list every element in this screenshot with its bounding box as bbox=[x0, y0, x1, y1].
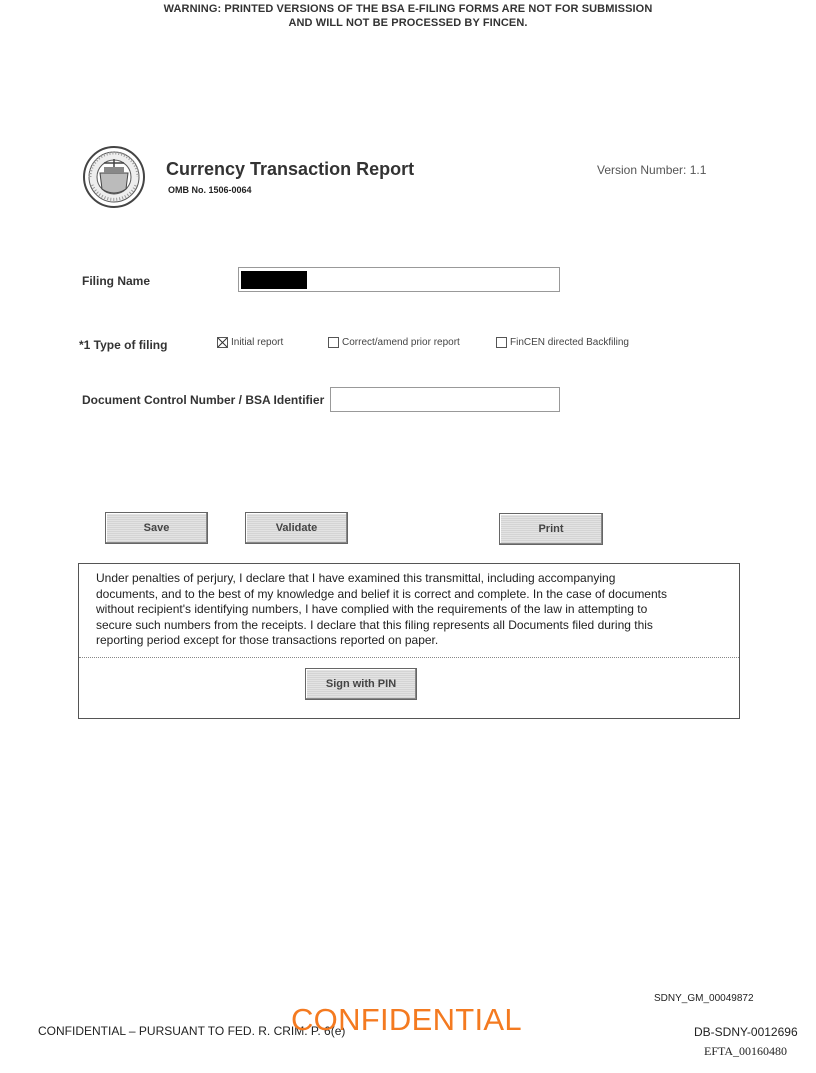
save-button[interactable]: Save bbox=[105, 512, 208, 544]
declaration-text bbox=[96, 571, 726, 649]
db-sdny-number: DB-SDNY-0012696 bbox=[694, 1025, 798, 1039]
efta-number: EFTA_00160480 bbox=[704, 1044, 788, 1058]
confidential-notice: CONFIDENTIAL – PURSUANT TO FED. R. CRIM. P. 6(e) bbox=[38, 1024, 346, 1038]
option-initial-report[interactable] bbox=[217, 337, 283, 348]
declaration-line: without recipient's identifying numbers, I have complied with the requirements of the law in attempting to bbox=[96, 602, 648, 616]
declaration-line: Under penalties of perjury, I declare that I have examined this transmittal, including accompanying bbox=[96, 571, 616, 585]
option-correct-amend[interactable] bbox=[328, 337, 460, 348]
declaration-line: reporting period except for those transactions reported on paper. bbox=[96, 633, 439, 647]
declaration-divider bbox=[79, 657, 739, 658]
sdny-bates-number: SDNY_GM_00049872 bbox=[654, 993, 754, 1004]
omb-number: OMB No. 1506-0064 bbox=[168, 185, 252, 195]
print-warning-line2: AND WILL NOT BE PROCESSED BY FINCEN. bbox=[288, 17, 528, 29]
declaration-line: documents, and to the best of my knowledge and belief it is correct and complete. In the case of documents bbox=[96, 586, 667, 601]
version-number: Version Number: 1.1 bbox=[597, 163, 707, 177]
redaction-block bbox=[241, 271, 307, 289]
sign-with-pin-button[interactable]: Sign with PIN bbox=[305, 668, 417, 700]
print-warning-line1: WARNING: PRINTED VERSIONS OF THE BSA E-FILING FORMS ARE NOT FOR SUBMISSION bbox=[163, 3, 653, 15]
initial-report-label: Initial report bbox=[231, 337, 284, 348]
dcn-input[interactable] bbox=[330, 387, 560, 412]
option-fincen-backfiling[interactable] bbox=[496, 337, 629, 348]
correct-amend-checkbox[interactable] bbox=[328, 337, 339, 348]
fincen-backfiling-checkbox[interactable] bbox=[496, 337, 507, 348]
initial-report-checkbox[interactable] bbox=[217, 337, 228, 348]
validate-button[interactable]: Validate bbox=[245, 512, 348, 544]
report-title: Currency Transaction Report bbox=[166, 159, 415, 179]
fincen-backfiling-label: FinCEN directed Backfiling bbox=[510, 337, 629, 348]
type-of-filing-label: *1 Type of filing bbox=[79, 338, 168, 352]
confidential-stamp: CONFIDENTIAL bbox=[291, 1002, 522, 1037]
print-warning bbox=[0, 2, 816, 30]
filing-name-input[interactable] bbox=[238, 267, 560, 292]
print-button[interactable]: Print bbox=[499, 513, 603, 545]
dcn-label: Document Control Number / BSA Identifier bbox=[82, 393, 325, 407]
treasury-seal-icon bbox=[82, 145, 146, 209]
declaration-line: secure such numbers from the receipts. I declare that this filing represents all Documents filed during this bbox=[96, 617, 653, 632]
filing-name-label: Filing Name bbox=[82, 274, 151, 288]
correct-amend-label: Correct/amend prior report bbox=[342, 337, 460, 348]
